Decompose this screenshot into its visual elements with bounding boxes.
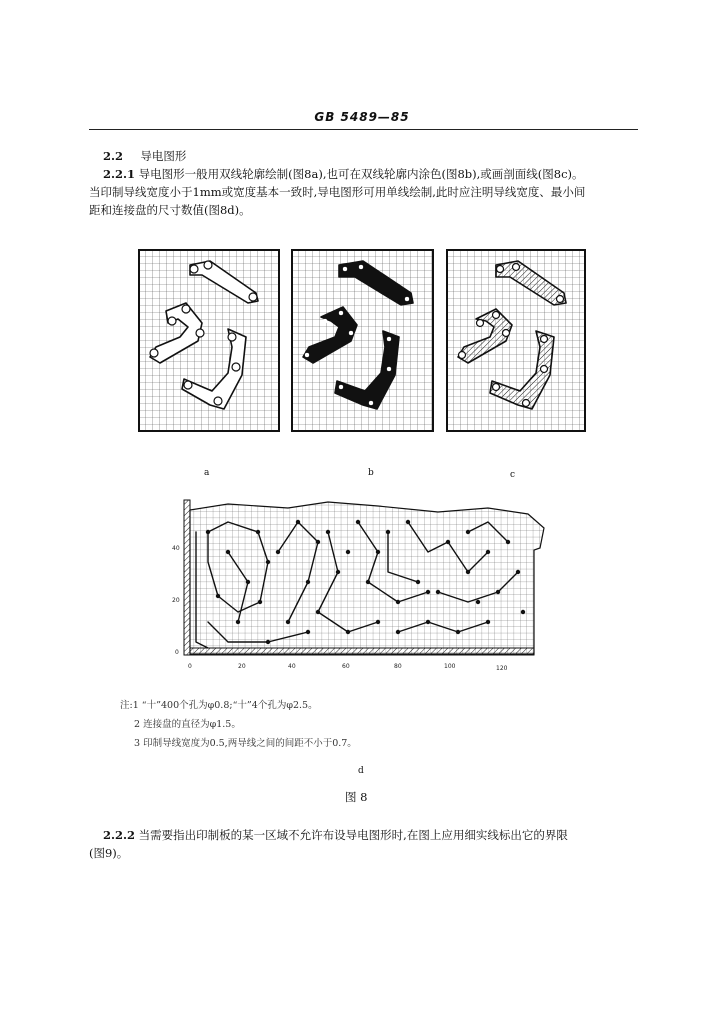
x-tick-0: 0 xyxy=(188,663,192,670)
figure-8b-panel xyxy=(291,249,434,432)
header-rule xyxy=(89,129,638,130)
y-tick-40: 40 xyxy=(172,545,180,552)
figure-8c-panel xyxy=(446,249,586,432)
y-tick-20: 20 xyxy=(172,597,180,604)
para-221-number: 2.2.1 xyxy=(103,167,136,181)
para-221-line1 xyxy=(103,165,584,183)
para-221-line3: 距和连接盘的尺寸数值(图8d)。 xyxy=(89,203,251,217)
para-222-line1 xyxy=(103,826,568,844)
figure-label-c: c xyxy=(510,470,516,480)
x-tick-40: 40 xyxy=(288,663,296,670)
figure-label-a: a xyxy=(204,468,210,478)
para-222-number: 2.2.2 xyxy=(103,828,136,842)
x-tick-100: 100 xyxy=(444,663,456,670)
figure-note-3: 3 印制导线宽度为0.5,两导线之间的间距不小于0.7。 xyxy=(134,738,357,749)
section-heading xyxy=(103,147,186,165)
figure-note-1: 注:1 “十”400个孔为φ0.8;“十”4个孔为φ2.5。 xyxy=(120,700,318,711)
figure-8d-panel xyxy=(168,492,548,682)
x-tick-80: 80 xyxy=(394,663,402,670)
x-tick-60: 60 xyxy=(342,663,350,670)
figure-label-d: d xyxy=(358,766,364,776)
figure-label-b: b xyxy=(368,468,374,478)
para-221-line2: 当印制导线宽度小于1mm或宽度基本一致时,导电图形可用单线绘制,此时应注明导线宽度、最小间 xyxy=(89,185,586,199)
para-221-text1: 导电图形一般用双线轮廓绘制(图8a),也可在双线轮廓内涂色(图8b),或画剖面线(图8c)。 xyxy=(138,167,584,181)
section-title: 导电图形 xyxy=(140,149,187,163)
board-left-edge xyxy=(184,500,190,655)
figure-note-2: 2 连接盘的直径为φ1.5。 xyxy=(134,719,241,730)
x-tick-20: 20 xyxy=(238,663,246,670)
figure-8a-panel xyxy=(138,249,280,432)
x-tick-120: 120 xyxy=(496,665,508,672)
section-number: 2.2 xyxy=(103,149,124,163)
page-header: GB 5489—85 xyxy=(314,110,410,124)
para-222-text1: 当需要指出印制板的某一区域不允许布设导电图形时,在图上应用细实线标出它的界限 xyxy=(138,828,568,842)
figure-caption: 图 8 xyxy=(345,790,368,804)
y-tick-0: 0 xyxy=(175,649,179,656)
board-edge xyxy=(190,648,534,655)
para-222-line2: (图9)。 xyxy=(89,846,129,860)
